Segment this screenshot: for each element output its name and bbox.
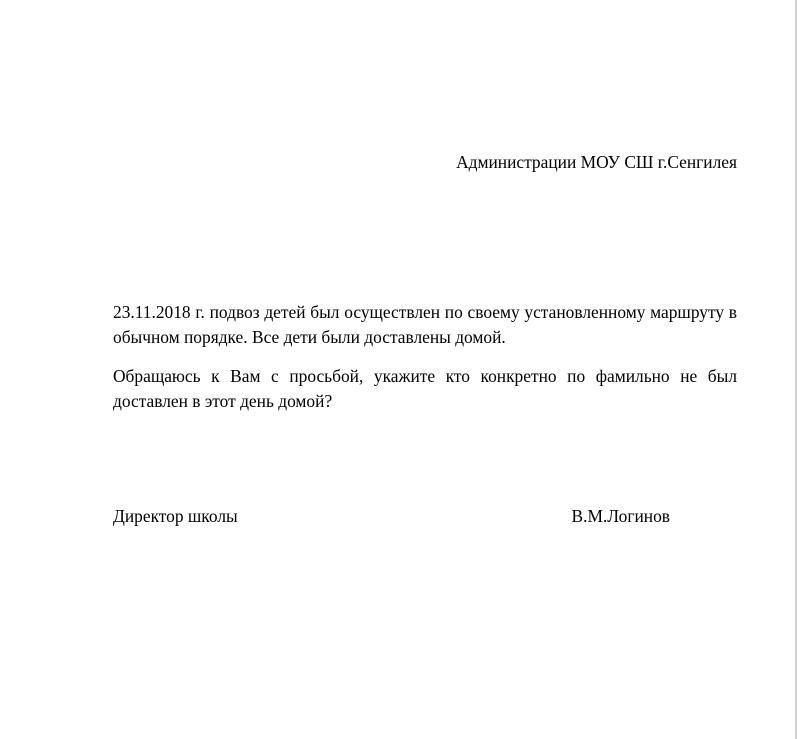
body-paragraph: Обращаюсь к Вам с просьбой, укажите кто конкретно по фамильно не был доставлен в этот день домой? xyxy=(113,366,737,411)
signer-role: Директор школы xyxy=(113,506,238,526)
recipient-line: Администрации МОУ СШ г.Сенгилея xyxy=(456,152,737,172)
signer-name: В.М.Логинов xyxy=(571,506,670,526)
body-paragraph: 23.11.2018 г. подвоз детей был осуществлен по своему установленному маршруту в обычном порядке. Все дети были доставлены домой. xyxy=(113,302,737,347)
letter-body xyxy=(113,300,737,428)
